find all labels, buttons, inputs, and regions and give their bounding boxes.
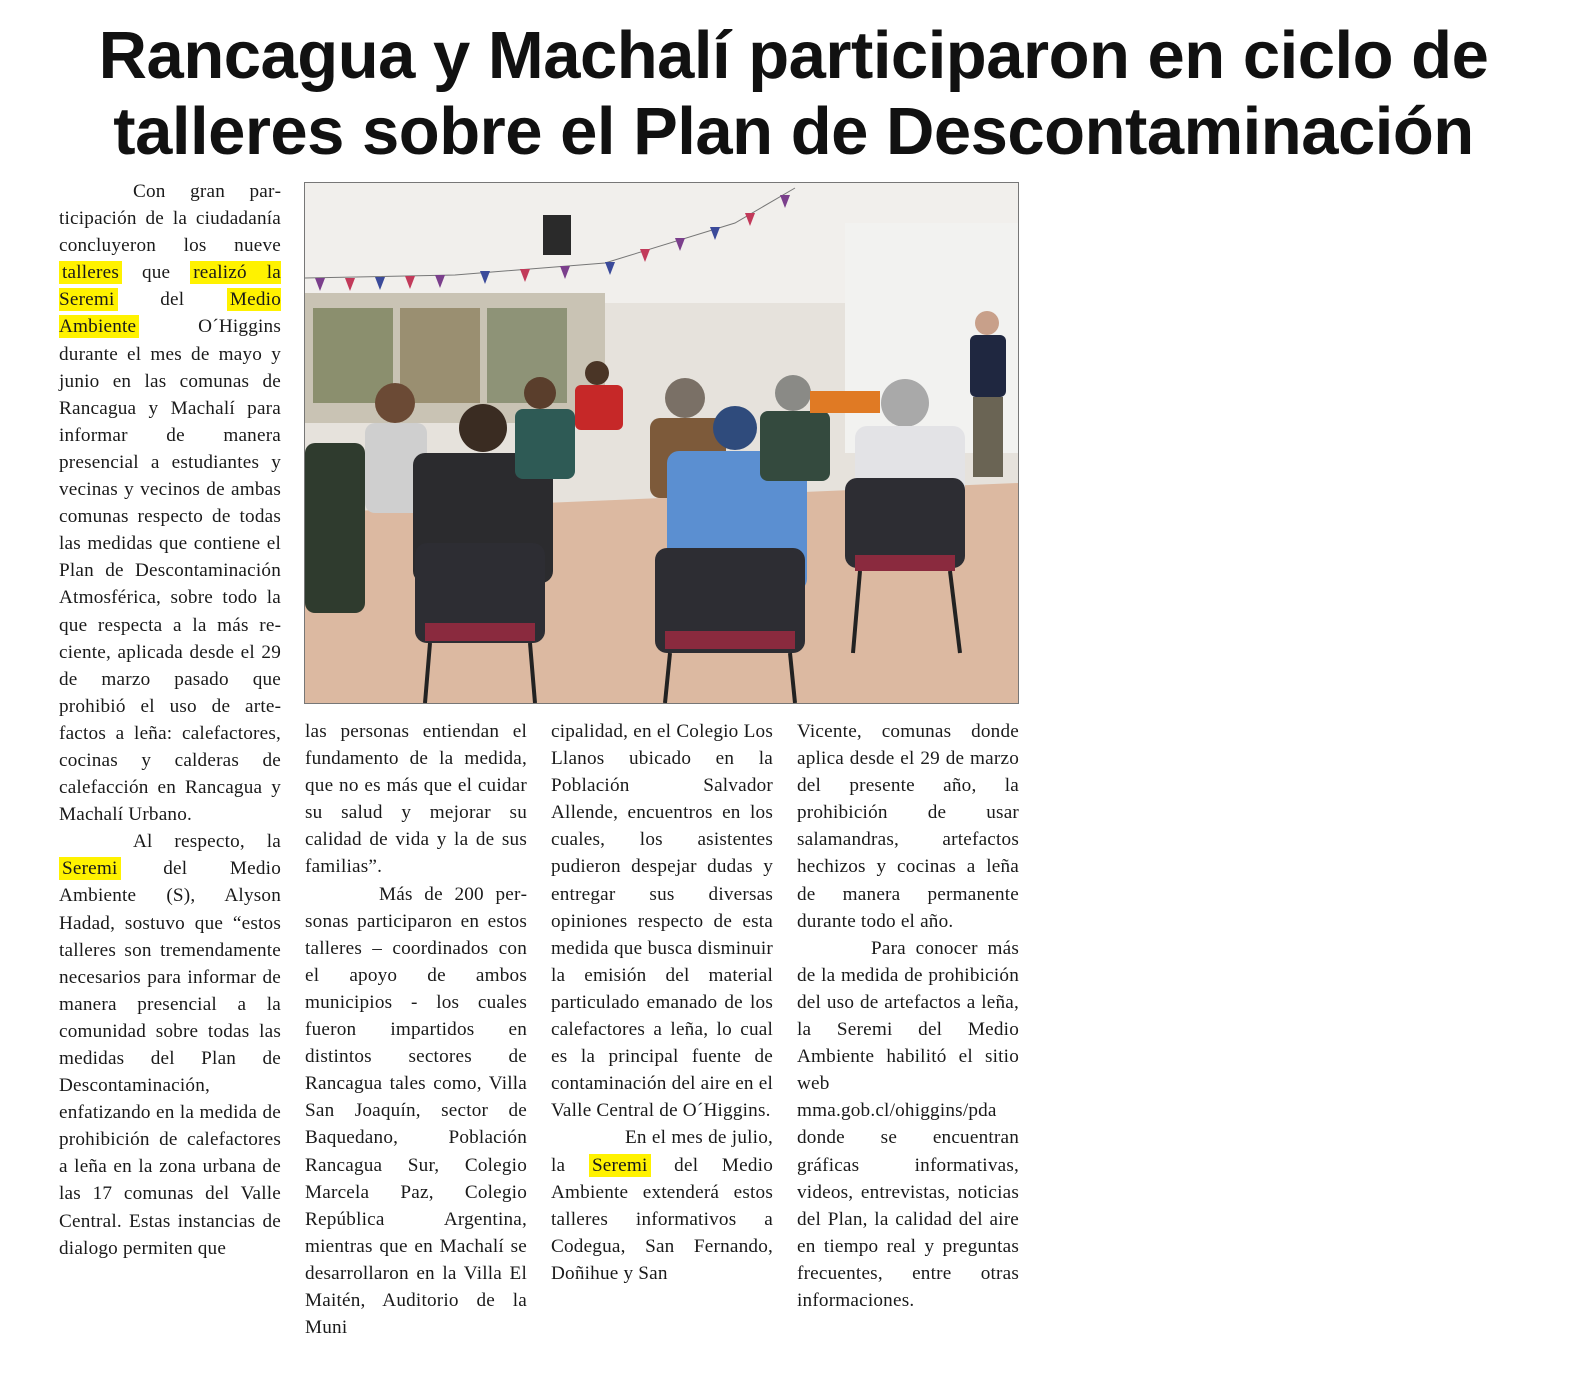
article-column-2 — [305, 718, 527, 1341]
headline — [40, 18, 1547, 170]
highlight-realizo-seremi: realizó la Seremi — [59, 262, 281, 311]
highlight-seremi-july: Seremi — [589, 1154, 651, 1177]
article-column-3 — [551, 718, 773, 1287]
article-column-4 — [797, 718, 1019, 1314]
highlight-seremi: Seremi — [59, 857, 121, 880]
paragraph-intro: Con gran participación de la ciudadanía concluyeron los nueve talleres que realizó la Seremi del Medio Ambiente O´Higgins durante el mes de mayo y junio en las comunas de Rancagua y Machalí para informar de manera presencial a estudiantes y vecinas y vecinos de ambas comunas respecto de todas las medidas que contiene el Plan de Descontaminación Atmosférica, sobre todo la que respecta a la más reciente, aplicada desde el 29 de marzo pasado que prohibió el uso de artefactos a leña: calefactores, cocinas y calderas de calefacción en Rancagua y Machalí Urbano. — [59, 181, 281, 826]
headline-line-2: talleres sobre el Plan de Descontaminación — [113, 94, 1474, 169]
paragraph-july-continued: Vicente, comunas donde aplica desde el 29 de marzo del presente año, la prohibición de usar salamandras, artefactos hechizos y cocinas a leña de manera permanente durante todo el año. — [797, 721, 1019, 932]
paragraph-participants: Más de 200 personas participaron en estos talleres – coordinados con el apoyo de ambos municipios - los cuales fueron impartidos en distintos sectores de Rancagua tales como, Villa San Joaquín, sector de Baquedano, Población Rancagua Sur, Colegio Marcela Paz, Colegio República Argentina, mientras que en Machalí se desarrollaron en la Villa El Maitén, Auditorio de la Muni — [305, 883, 527, 1339]
paragraph-quote-continued: las personas entiendan el fundamento de la medida, que no es más que el cuidar su salud y mejorar su calidad de vida y la de sus familias”. — [305, 721, 527, 878]
paragraph-july: En el mes de julio, la Seremi del Medio Ambiente extenderá estos talleres informativos a Codegua, San Fernando, Doñihue y San — [551, 1127, 773, 1284]
headline-line-1: Rancagua y Machalí participaron en ciclo de — [98, 18, 1489, 93]
workshop-photo-illustration — [305, 183, 1018, 703]
paragraph-quote: Al respecto, la Seremi del Medio Ambiente (S), Alyson Hadad, sostuvo que “estos talleres son tremendamente necesarios para informar de manera presencial a la comunidad sobre todas las medidas del Plan de Descontaminación, enfatizando en la medida de prohibición de calefactores a leña en la zona urbana de las 17 comunas del Valle Central. Estas instancias de dialogo permiten que — [59, 831, 281, 1259]
paragraph-participants-continued: cipalidad, en el Colegio Los Llanos ubicado en la Población Salvador Allende, encuentros en los cuales, los asistentes pudieron despejar dudas y entregar sus diversas opiniones respecto de esta medida que busca disminuir la emisión del material particulado emanado de los calefactores a leña, lo cual es la principal fuente de contaminación del aire en el Valle Central de O´Higgins. — [551, 721, 773, 1122]
highlight-medio-ambiente: Medio Ambiente — [59, 289, 281, 338]
paragraph-more-info: Para conocer más de la medida de prohibición del uso de artefactos a leña, la Seremi del Medio Ambiente habilitó el sitio web mma.gob.cl/ohiggins/pda donde se encuentran gráficas informativas, videos, entrevistas, noticias del Plan, la calidad del aire en tiempo real y preguntas frecuentes, entre otras informaciones. — [797, 937, 1019, 1311]
highlight-talleres: talleres — [59, 261, 122, 284]
article-column-1 — [59, 178, 281, 1262]
workshop-photo — [304, 182, 1019, 704]
